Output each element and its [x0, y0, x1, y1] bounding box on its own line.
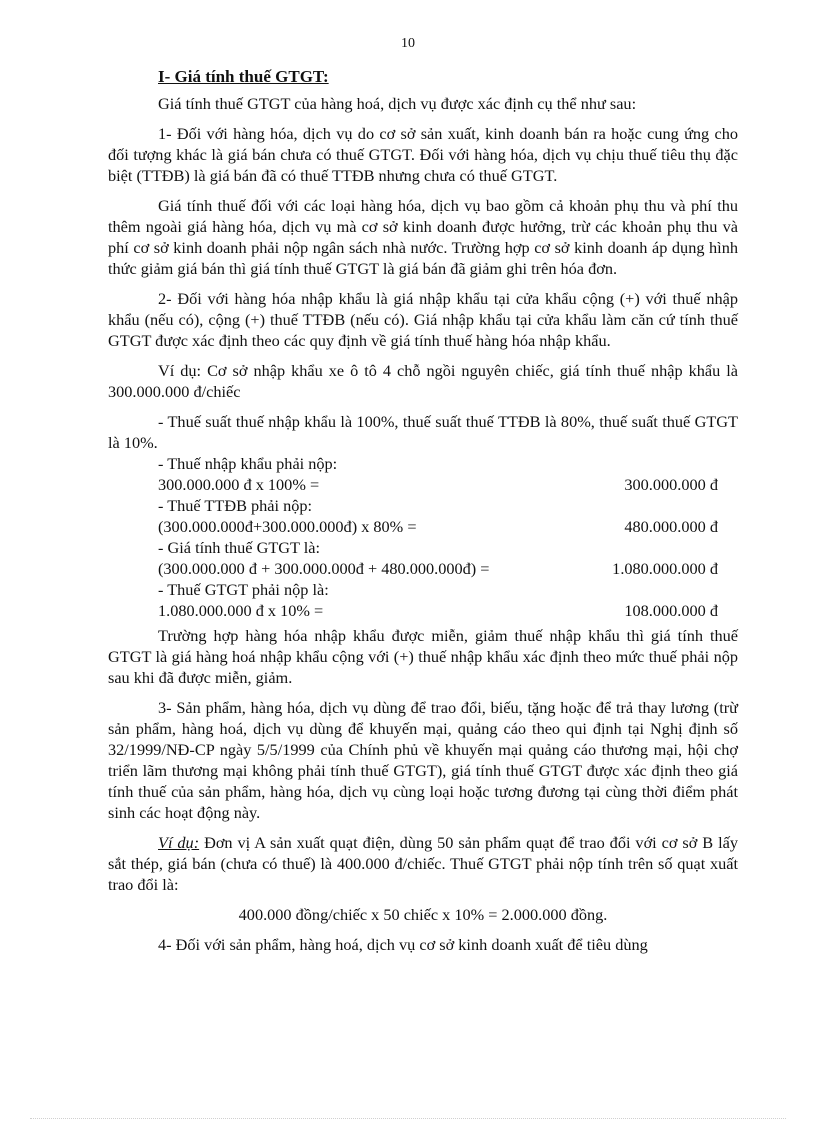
paragraph-self-consumption: 4- Đối với sản phẩm, hàng hoá, dịch vụ cơ sở kinh doanh xuất để tiêu dùng — [158, 935, 648, 954]
calc-label: - Thuế TTĐB phải nộp: — [158, 496, 313, 515]
calc-label: - Thuế nhập khẩu phải nộp: — [158, 454, 338, 473]
paragraph-example-car: Ví dụ: Cơ sở nhập khẩu xe ô tô 4 chỗ ngồi nguyên chiếc, giá tính thuế nhập khẩu là 300.000.000 đ/chiếc — [108, 361, 738, 401]
formula-line: 400.000 đồng/chiếc x 50 chiếc x 10% = 2.000.000 đồng. — [238, 905, 608, 924]
example-text: Đơn vị A sản xuất quạt điện, dùng 50 sản phẩm quạt để trao đổi với cơ sở B lấy sắt thép, giá bán (chưa có thuế) là 400.000 đ/chiếc. Thuế GTGT phải nộp tính trên số quạt xuất trao đổi là: — [108, 833, 738, 894]
calc-expression: (300.000.000đ+300.000.000đ) x 80% = — [158, 517, 417, 536]
calc-label: - Thuế GTGT phải nộp là: — [158, 580, 329, 599]
paragraph-goods-services: 1- Đối với hàng hóa, dịch vụ do cơ sở sản xuất, kinh doanh bán ra hoặc cung ứng cho đối tượng khác là giá bán chưa có thuế GTGT. Đối với hàng hóa, dịch vụ chịu thuế tiêu thụ đặc biệt (TTĐB) là giá bán đã có thuế TTĐB nhưng chưa có thuế GTGT. — [108, 124, 738, 185]
section-heading: I- Giá tính thuế GTGT: — [158, 67, 329, 86]
calc-expression: 1.080.000.000 đ x 10% = — [158, 601, 324, 620]
paragraph-tax-rates: - Thuế suất thuế nhập khẩu là 100%, thuế suất thuế TTĐB là 80%, thuế suất thuế GTGT là 10%. — [108, 412, 738, 452]
calc-result: 300.000.000 đ — [624, 475, 718, 494]
calc-row — [158, 474, 718, 495]
calc-result: 108.000.000 đ — [624, 601, 718, 620]
calculation-block — [158, 453, 738, 621]
calc-expression: 300.000.000 đ x 100% = — [158, 475, 320, 494]
page-divider — [30, 1118, 786, 1119]
calc-row — [158, 516, 718, 537]
paragraph-surcharges: Giá tính thuế đối với các loại hàng hóa, dịch vụ bao gồm cả khoản phụ thu và phí thu thêm ngoài giá hàng hóa, dịch vụ mà cơ sở kinh doanh được hưởng, trừ các khoản phụ thu và phí cơ sở kinh doanh phải nộp ngân sách nhà nước. Trường hợp cơ sở kinh doanh áp dụng hình thức giảm giá bán thì giá tính thuế GTGT là giá bán đã giảm ghi trên hóa đơn. — [108, 196, 738, 278]
intro-paragraph: Giá tính thuế GTGT của hàng hoá, dịch vụ được xác định cụ thể như sau: — [158, 94, 637, 113]
page-number: 10 — [401, 36, 415, 51]
paragraph-example-fans — [108, 832, 738, 895]
paragraph-imports: 2- Đối với hàng hóa nhập khẩu là giá nhập khẩu tại cửa khẩu cộng (+) với thuế nhập khẩu (nếu có), cộng (+) thuế TTĐB (nếu có). Giá nhập khẩu tại cửa khẩu làm căn cứ tính thuế GTGT được xác định theo các quy định về giá tính thuế hàng hóa nhập khẩu. — [108, 289, 738, 350]
calc-result: 480.000.000 đ — [624, 517, 718, 536]
calc-result: 1.080.000.000 đ — [612, 559, 718, 578]
example-label: Ví dụ: — [158, 833, 200, 852]
calc-expression: (300.000.000 đ + 300.000.000đ + 480.000.000đ) = — [158, 559, 490, 578]
paragraph-exchange-goods: 3- Sản phẩm, hàng hóa, dịch vụ dùng để trao đổi, biếu, tặng hoặc để trả thay lương (trừ sản phẩm, hàng hoá, dịch vụ dùng để khuyến mại, quảng cáo theo qui định tại Nghị định số 32/1999/NĐ-CP ngày 5/5/1999 của Chính phủ về khuyến mại quảng cáo thương mại, hội chợ triển lãm thương mại không phải tính thuế GTGT), giá tính thuế GTGT được xác định theo giá tính thuế của sản phẩm, hàng hóa, dịch vụ cùng loại hoặc tương đương tại cùng thời điểm phát sinh các hoạt động này. — [108, 698, 738, 822]
document-body — [108, 66, 738, 955]
calc-label: - Giá tính thuế GTGT là: — [158, 538, 321, 557]
calc-row — [158, 600, 718, 621]
calc-row — [158, 558, 718, 579]
paragraph-exemption: Trường hợp hàng hóa nhập khẩu được miễn, giảm thuế nhập khẩu thì giá tính thuế GTGT là giá hàng hoá nhập khẩu cộng với (+) thuế nhập khẩu xác định theo mức thuế phải nộp sau khi đã được miễn, giảm. — [108, 626, 738, 687]
